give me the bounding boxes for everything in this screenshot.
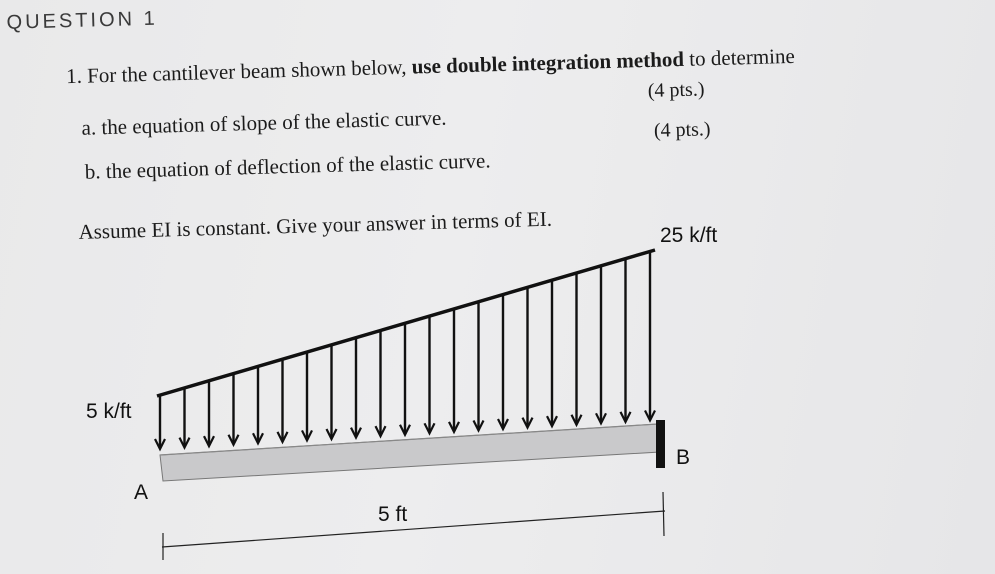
part-b-text: b. the equation of deflection of the elastic curve. <box>84 148 491 184</box>
load-label-left: 5 k/ft <box>86 400 132 423</box>
load-label-right: 25 k/ft <box>660 224 718 247</box>
part-a-text: a. the equation of slope of the elastic curve. <box>81 105 447 140</box>
intro-method-bold: use double integration method <box>411 46 685 79</box>
assumption-text: Assume EI is constant. Give your answer in terms of EI. <box>78 206 553 244</box>
part-a-points: (4 pts.) <box>647 78 705 102</box>
dimension-line <box>162 511 665 547</box>
part-b-points: (4 pts.) <box>653 118 711 142</box>
distributed-load-arrows <box>155 251 655 449</box>
intro-text-start: 1. For the cantilever beam shown below, <box>65 54 412 89</box>
fixed-support-b <box>656 420 665 468</box>
question-heading: QUESTION 1 <box>6 7 159 34</box>
point-b-label: B <box>676 446 691 469</box>
intro-text-end: to determine <box>683 43 796 71</box>
dimension-tick-right <box>663 492 664 536</box>
beam <box>160 424 660 481</box>
span-label: 5 ft <box>378 503 408 526</box>
point-a-label: A <box>134 481 149 504</box>
